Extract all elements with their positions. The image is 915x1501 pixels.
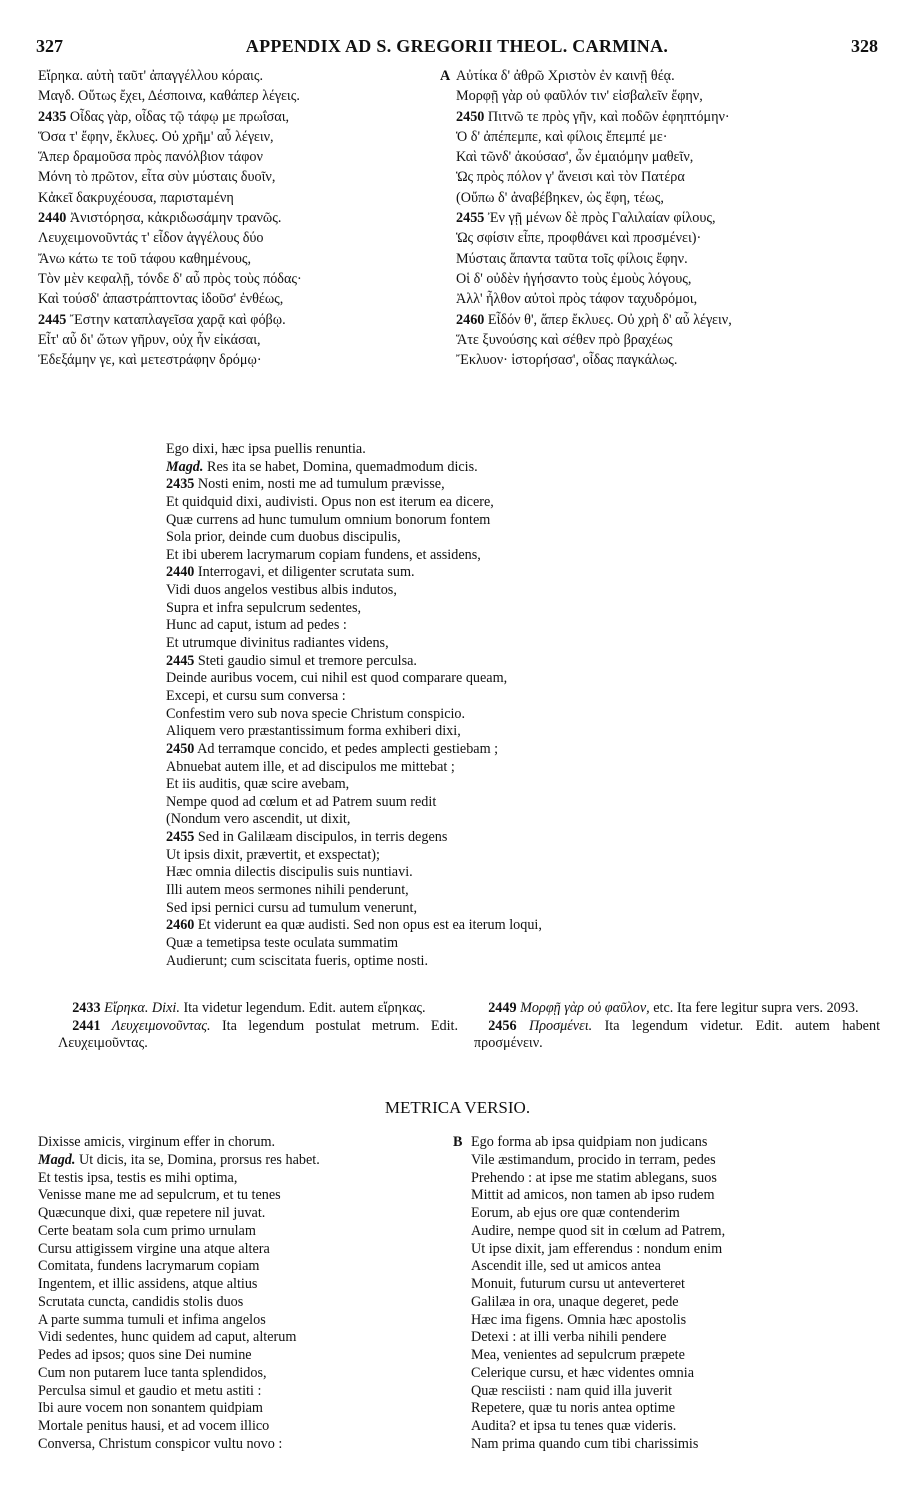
metrical-text: Repetere, quæ tu noris antea optime xyxy=(471,1400,676,1417)
verse-text: Αὐτίκα δ' ἀθρῶ Χριστὸν ἐν καινῇ θέᾳ. xyxy=(456,68,675,84)
metrical-line xyxy=(455,1241,895,1259)
verse-line xyxy=(38,269,458,289)
verse-number: 2455 xyxy=(166,829,195,846)
verse-line xyxy=(456,310,886,330)
translation-line xyxy=(166,723,866,741)
metrical-line xyxy=(38,1241,453,1259)
translation-line xyxy=(166,617,866,635)
translation-line xyxy=(166,441,866,459)
metrical-line xyxy=(38,1170,453,1188)
verse-text: Ἄνω κάτω τε τοῦ τάφου καθημένους, xyxy=(38,250,252,267)
metrical-text: Mortale penitus hausi, et ad vocem illico xyxy=(38,1418,270,1434)
running-title: APPENDIX AD S. GREGORII THEOL. CARMINA. xyxy=(245,36,669,56)
translation-text: Et iis auditis, quæ scire avebam, xyxy=(166,776,350,793)
verse-line xyxy=(456,167,886,187)
footnote-text: etc. Ita fere legitur supra vers. 2093. xyxy=(653,1000,859,1016)
verse-line xyxy=(38,107,458,127)
translation-text: Quæ currens ad hunc tumulum omnium bonorum fontem xyxy=(166,511,491,528)
translation-line xyxy=(166,917,866,935)
metrical-line xyxy=(38,1205,453,1223)
translation-line xyxy=(166,459,866,477)
translation-line xyxy=(166,759,866,777)
verse-text: Ἅπερ δραμοῦσα πρὸς πανόλβιον τάφον xyxy=(38,149,263,166)
verse-line xyxy=(38,66,458,86)
verse-line xyxy=(38,188,458,208)
verse-text: Ἔστην καταπλαγεῖσα χαρᾷ καὶ φόβῳ. xyxy=(69,311,286,328)
section-title: METRICA VERSIO. xyxy=(384,1098,531,1117)
metrical-text: Cursu attigissem virgine una atque altera xyxy=(38,1240,270,1257)
metrical-text: Eorum, ab ejus ore quæ contenderim xyxy=(471,1205,680,1221)
metrical-text: Scrutata cuncta, candidis stolis duos xyxy=(38,1293,244,1310)
translation-line xyxy=(166,494,866,512)
translation-text: Deinde auribus vocem, cui nihil est quod comparare queam, xyxy=(166,670,508,687)
metrical-line xyxy=(455,1258,895,1276)
metrical-text: Mea, venientes ad sepulcrum præpete xyxy=(471,1347,685,1363)
translation-text: Nosti enim, nosti me ad tumulum prævisse, xyxy=(197,476,445,493)
verse-text: Καὶ τούσδ' ἀπαστράπτοντας ἰδοῦσ' ἐνθέως, xyxy=(38,291,284,308)
verse-number: 2450 xyxy=(456,108,485,125)
translation-text: Sed in Galilæam discipulos, in terris degens xyxy=(197,829,448,846)
translation-text: Ut ipsis dixit, prævertit, et exspectat); xyxy=(166,846,380,863)
metrical-text: Ut dicis, ita se, Domina, prorsus res habet. xyxy=(79,1151,320,1168)
metrical-line xyxy=(455,1383,895,1401)
metrical-line xyxy=(38,1347,453,1365)
metrical-version-left xyxy=(38,1134,453,1454)
metrical-text: Quæcunque dixi, quæ repetere nil juvat. xyxy=(38,1205,266,1221)
metrical-text: Dixisse amicis, virginum effer in chorum. xyxy=(38,1134,276,1150)
metrical-text: Ut ipse dixit, jam efferendus : nondum enim xyxy=(471,1240,723,1257)
verse-text: Ἀλλ' ἦλθον αὐτοὶ πρὸς τάφον ταχυδρόμοι, xyxy=(456,291,698,308)
translation-line xyxy=(166,688,866,706)
metrical-line xyxy=(38,1276,453,1294)
metrical-text: Quæ resciisti : nam quid illa juverit xyxy=(471,1382,672,1399)
verse-text: Μόνη τὸ πρῶτον, εἶτα σὺν μύσταις δυοῖν, xyxy=(38,169,276,186)
footnote-number: 2441 xyxy=(72,1017,101,1034)
page-number-right: 328 xyxy=(851,36,878,56)
metrical-text: Conversa, Christum conspicor vultu novo : xyxy=(38,1435,283,1452)
metrical-line xyxy=(455,1134,895,1152)
translation-line xyxy=(166,600,866,618)
translation-text: (Nondum vero ascendit, ut dixit, xyxy=(166,811,351,828)
translation-text: Et quidquid dixi, audivisti. Opus non est iterum ea dicere, xyxy=(166,493,494,510)
verse-line xyxy=(456,188,886,208)
metrical-text: A parte summa tumuli et infima angelos xyxy=(38,1311,266,1328)
translation-text: Interrogavi, et diligenter scrutata sum. xyxy=(197,564,415,581)
translation-line xyxy=(166,512,866,530)
metrical-line xyxy=(455,1418,895,1436)
metrical-line xyxy=(455,1205,895,1223)
translation-text: Et utrumque divinitus radiantes videns, xyxy=(166,635,389,652)
translation-line xyxy=(166,953,866,971)
translation-text: Ad terramque concido, et pedes amplecti gestiebam ; xyxy=(197,740,499,757)
verse-text: Κἀκεῖ δακρυχέουσα, παρισταμένη xyxy=(38,189,234,206)
translation-line xyxy=(166,476,866,494)
metrical-line xyxy=(455,1365,895,1383)
page-header xyxy=(36,36,878,58)
translation-line xyxy=(166,529,866,547)
translation-line xyxy=(166,635,866,653)
metrical-line xyxy=(455,1223,895,1241)
footnote xyxy=(58,1000,458,1018)
translation-text: Excepi, et cursu sum conversa : xyxy=(166,687,346,704)
metrical-text: Ego forma ab ipsa quidpiam non judicans xyxy=(471,1134,708,1150)
verse-number: 2440 xyxy=(38,210,67,227)
verse-text: Εἶτ' αὖ δι' ὤτων γῆρυν, οὐχ ἦν εἰκάσαι, xyxy=(38,331,261,348)
metrical-version-right xyxy=(455,1134,895,1454)
metrical-line xyxy=(455,1276,895,1294)
translation-line xyxy=(166,900,866,918)
metrical-line xyxy=(455,1436,895,1454)
metrical-text: Galilæa in ora, unaque degeret, pede xyxy=(471,1293,679,1310)
verse-text: Ὡς πρὸς πόλον γ' ἄνεισι καὶ τὸν Πατέρα xyxy=(456,169,685,186)
metrical-text: Mittit ad amicos, non tamen ab ipso rudem xyxy=(471,1187,715,1204)
translation-text: Aliquem vero præstantissimum forma exhiberi dixi, xyxy=(166,723,461,740)
translation-line xyxy=(166,864,866,882)
translation-text: Steti gaudio simul et tremore perculsa. xyxy=(197,652,417,669)
metrical-text: Monuit, futurum cursu ut anteverteret xyxy=(471,1276,685,1292)
verse-line xyxy=(456,107,886,127)
translation-line xyxy=(166,829,866,847)
metrical-line xyxy=(455,1347,895,1365)
translation-text: Nempe quod ad cœlum et ad Patrem suum redit xyxy=(166,793,437,810)
verse-line xyxy=(456,228,886,248)
greek-text-right-column xyxy=(440,66,886,370)
verse-text: Ἀνιστόρησα, κἀκριδωσάμην τρανῶς. xyxy=(69,210,282,227)
verse-number: 2435 xyxy=(166,476,195,493)
verse-text: Ἔκλυον· ἱστορήσασ', οἶδας παγκάλως. xyxy=(456,352,678,369)
footnote-number: 2456 xyxy=(488,1017,517,1034)
metrical-text: Audire, nempe quod sit in cœlum ad Patrem, xyxy=(471,1222,726,1239)
metrical-line xyxy=(38,1418,453,1436)
metrical-line xyxy=(38,1329,453,1347)
footnote-lemma: Μορφῇ γὰρ οὐ φαῦλον, xyxy=(520,1000,650,1016)
metrical-text: Detexi : at illi verba nihili pendere xyxy=(471,1329,667,1346)
translation-line xyxy=(166,653,866,671)
translation-line xyxy=(166,547,866,565)
verse-line xyxy=(38,147,458,167)
verse-text: Ἐδεξάμην γε, καὶ μετεστράφην δρόμῳ· xyxy=(38,352,262,369)
metrical-text: Cum non putarem luce tanta splendidos, xyxy=(38,1364,267,1381)
metrical-text: Prehendo : at ipse me statim ablegans, suos xyxy=(471,1169,717,1186)
verse-line xyxy=(38,330,458,350)
translation-text: Hunc ad caput, istum ad pedes : xyxy=(166,617,347,634)
metrical-line xyxy=(38,1258,453,1276)
metrical-line xyxy=(455,1312,895,1330)
metrical-line xyxy=(38,1312,453,1330)
footnotes-right xyxy=(474,1000,880,1053)
metrical-text: Venisse mane me ad sepulcrum, et tu tenes xyxy=(38,1187,281,1204)
metrical-text: Pedes ad ipsos; quos sine Dei numine xyxy=(38,1347,252,1363)
translation-line xyxy=(166,741,866,759)
metrical-text: Ingentem, et illic assidens, atque altius xyxy=(38,1276,258,1292)
verse-line xyxy=(456,147,886,167)
verse-text: Οἶδας γὰρ, οἶδας τῷ τάφῳ με πρωΐσαι, xyxy=(69,108,290,125)
footnote-text: Ita videtur legendum. Edit. autem εἴρηκας. xyxy=(183,1000,426,1016)
metrical-line xyxy=(455,1400,895,1418)
footnote-text: Ita legendum postulat metrum. Edit. Λευχειμοῦντας. xyxy=(58,1017,459,1052)
verse-text: Πιτνῶ τε πρὸς γῆν, καὶ ποδῶν ἐφηπτόμην· xyxy=(487,108,730,125)
metrical-line xyxy=(38,1152,453,1170)
footnote-lemma: Λευχειμονοῦντας. xyxy=(111,1017,211,1034)
translation-text: Res ita se habet, Domina, quemadmodum dicis. xyxy=(207,458,478,475)
verse-text: Οἱ δ' οὐδὲν ἡγήσαντο τοὺς ἐμοὺς λόγους, xyxy=(456,270,692,287)
translation-text: Confestim vero sub nova specie Christum conspicio. xyxy=(166,705,466,722)
metrical-line xyxy=(38,1223,453,1241)
metrical-line xyxy=(38,1400,453,1418)
metrical-text: Certe beatam sola cum primo urnulam xyxy=(38,1222,256,1239)
metrical-text: Et testis ipsa, testis es mihi optima, xyxy=(38,1169,238,1186)
verse-text: Ὡς σφίσιν εἶπε, προφθάνει καὶ προσμένει)· xyxy=(456,230,702,247)
translation-line xyxy=(166,882,866,900)
metrical-line xyxy=(455,1329,895,1347)
footnote-lemma: Προσμένει. xyxy=(528,1017,593,1034)
margin-letter: A xyxy=(440,68,451,84)
translation-text: Illi autem meos sermones nihili penderunt, xyxy=(166,882,409,899)
translation-line xyxy=(166,935,866,953)
page-number-left: 327 xyxy=(36,36,63,56)
footnote xyxy=(58,1018,458,1053)
footnote-number: 2433 xyxy=(72,1000,101,1016)
translation-text: Et ibi uberem lacrymarum copiam fundens, et assidens, xyxy=(166,546,481,563)
verse-line xyxy=(456,249,886,269)
verse-text: (Οὔπω δ' ἀναβέβηκεν, ὡς ἔφη, τέως, xyxy=(456,189,664,206)
verse-line xyxy=(456,86,886,106)
footnote-number: 2449 xyxy=(488,1000,517,1016)
verse-number: 2440 xyxy=(166,564,195,581)
metrical-text: Celerique cursu, et hæc videntes omnia xyxy=(471,1364,694,1381)
speaker-label: Magd. xyxy=(166,458,204,475)
translation-line xyxy=(166,794,866,812)
verse-line xyxy=(38,208,458,228)
footnote-lemma: Εἴρηκα. Dixi. xyxy=(104,1000,180,1016)
verse-line xyxy=(456,269,886,289)
verse-text: Τὸν μὲν κεφαλῇ, τόνδε δ' αὖ πρὸς τοὺς πόδας· xyxy=(38,270,302,287)
verse-text: Καὶ τῶνδ' ἀκούσασ', ὧν ἐμαιόμην μαθεῖν, xyxy=(456,149,694,166)
metrical-text: Ascendit ille, sed ut amicos antea xyxy=(471,1258,661,1275)
metrical-line xyxy=(455,1152,895,1170)
verse-number: 2460 xyxy=(456,311,485,328)
verse-line xyxy=(38,310,458,330)
verse-text: Μορφῇ γὰρ οὐ φαῦλόν τιν' εἰσβαλεῖν ἔφην, xyxy=(456,88,703,105)
margin-letter: B xyxy=(453,1134,463,1150)
verse-number: 2445 xyxy=(38,311,67,328)
verse-text: Ἐν γῇ μένων δὲ πρὸς Γαλιλαίαν φίλους, xyxy=(487,210,716,227)
translation-text: Hæc omnia dilectis discipulis suis nuntiavi. xyxy=(166,864,413,881)
metrical-line xyxy=(455,1294,895,1312)
metrical-text: Comitata, fundens lacrymarum copiam xyxy=(38,1258,260,1275)
verse-text: Ὅσα τ' ἔφην, ἔκλυες. Οὐ χρῆμ' αὖ λέγειν, xyxy=(38,128,274,145)
verse-number: 2455 xyxy=(456,210,485,227)
verse-text: Λευχειμονοῦντάς τ' εἶδον ἀγγέλους δύο xyxy=(38,230,264,247)
verse-text: Μύσταις ἅπαντα ταῦτα τοῖς φίλοις ἔφην. xyxy=(456,250,688,267)
latin-translation xyxy=(166,441,866,970)
verse-line xyxy=(38,167,458,187)
translation-line xyxy=(166,670,866,688)
verse-line xyxy=(38,86,458,106)
verse-text: Εἴρηκα. αὐτὴ ταῦτ' ἀπαγγέλλου κόραις. xyxy=(38,68,263,84)
translation-text: Et viderunt ea quæ audisti. Sed non opus est ea iterum loqui, xyxy=(197,917,542,934)
translation-text: Supra et infra sepulcrum sedentes, xyxy=(166,599,362,616)
metrical-line xyxy=(455,1170,895,1188)
metrical-text: Perculsa simul et gaudio et metu astiti : xyxy=(38,1382,262,1399)
verse-text: Μαγδ. Οὕτως ἔχει, Δέσποινα, καθάπερ λέγεις. xyxy=(38,88,300,105)
metrical-line xyxy=(38,1294,453,1312)
verse-number: 2445 xyxy=(166,652,195,669)
metrical-text: Hæc ima figens. Omnia hæc apostolis xyxy=(471,1311,687,1328)
verse-number: 2460 xyxy=(166,917,195,934)
translation-line xyxy=(166,847,866,865)
metrical-line xyxy=(455,1187,895,1205)
metrical-text: Vidi sedentes, hunc quidem ad caput, alterum xyxy=(38,1329,297,1346)
verse-line xyxy=(38,350,458,370)
verse-number: 2450 xyxy=(166,740,195,757)
metrical-text: Ibi aure vocem non sonantem quidpiam xyxy=(38,1400,263,1417)
verse-text: Εἶδόν θ', ἅπερ ἔκλυες. Οὐ χρὴ δ' αὖ λέγειν, xyxy=(487,311,732,328)
metrical-line xyxy=(38,1134,453,1152)
translation-line xyxy=(166,811,866,829)
verse-line xyxy=(38,249,458,269)
verse-line xyxy=(456,350,886,370)
footnote xyxy=(474,1018,880,1053)
verse-line xyxy=(456,330,886,350)
metrical-line xyxy=(38,1383,453,1401)
verse-line xyxy=(440,66,886,86)
translation-text: Vidi duos angelos vestibus albis indutos, xyxy=(166,582,397,599)
verse-line xyxy=(456,289,886,309)
verse-line xyxy=(456,208,886,228)
translation-text: Abnuebat autem ille, et ad discipulos me mittebat ; xyxy=(166,758,455,775)
verse-line xyxy=(456,127,886,147)
verse-number: 2435 xyxy=(38,108,67,125)
greek-text-left-column xyxy=(38,66,458,370)
translation-text: Quæ a temetipsa teste oculata summatim xyxy=(166,934,399,951)
metrical-text: Nam prima quando cum tibi charissimis xyxy=(471,1435,699,1452)
translation-text: Ego dixi, hæc ipsa puellis renuntia. xyxy=(166,441,366,457)
footnote-text: Ita legendum videtur. Edit. autem habent προσμένειν. xyxy=(474,1017,881,1052)
verse-text: Ἅτε ξυνούσης καὶ σέθεν πρὸ βραχέως xyxy=(456,331,673,348)
translation-text: Sola prior, deinde cum duobus discipulis, xyxy=(166,529,401,546)
verse-line xyxy=(38,127,458,147)
translation-line xyxy=(166,582,866,600)
verse-line xyxy=(38,289,458,309)
translation-line xyxy=(166,776,866,794)
translation-text: Sed ipsi pernici cursu ad tumulum venerunt, xyxy=(166,899,417,916)
metrical-text: Vile æstimandum, procido in terram, pedes xyxy=(471,1151,716,1168)
footnotes-left xyxy=(58,1000,458,1053)
translation-line xyxy=(166,564,866,582)
translation-text: Audierunt; cum sciscitata fueris, optime nosti. xyxy=(166,952,429,969)
metrical-text: Audita? et ipsa tu tenes quæ videris. xyxy=(471,1418,677,1434)
verse-text: Ὁ δ' ἀπέπεμπε, καὶ φίλοις ἔπεμπέ με· xyxy=(456,128,668,145)
metrical-line xyxy=(38,1436,453,1454)
speaker-label: Magd. xyxy=(38,1151,76,1168)
metrical-line xyxy=(38,1187,453,1205)
footnote xyxy=(474,1000,880,1018)
verse-line xyxy=(38,228,458,248)
translation-line xyxy=(166,706,866,724)
metrical-line xyxy=(38,1365,453,1383)
